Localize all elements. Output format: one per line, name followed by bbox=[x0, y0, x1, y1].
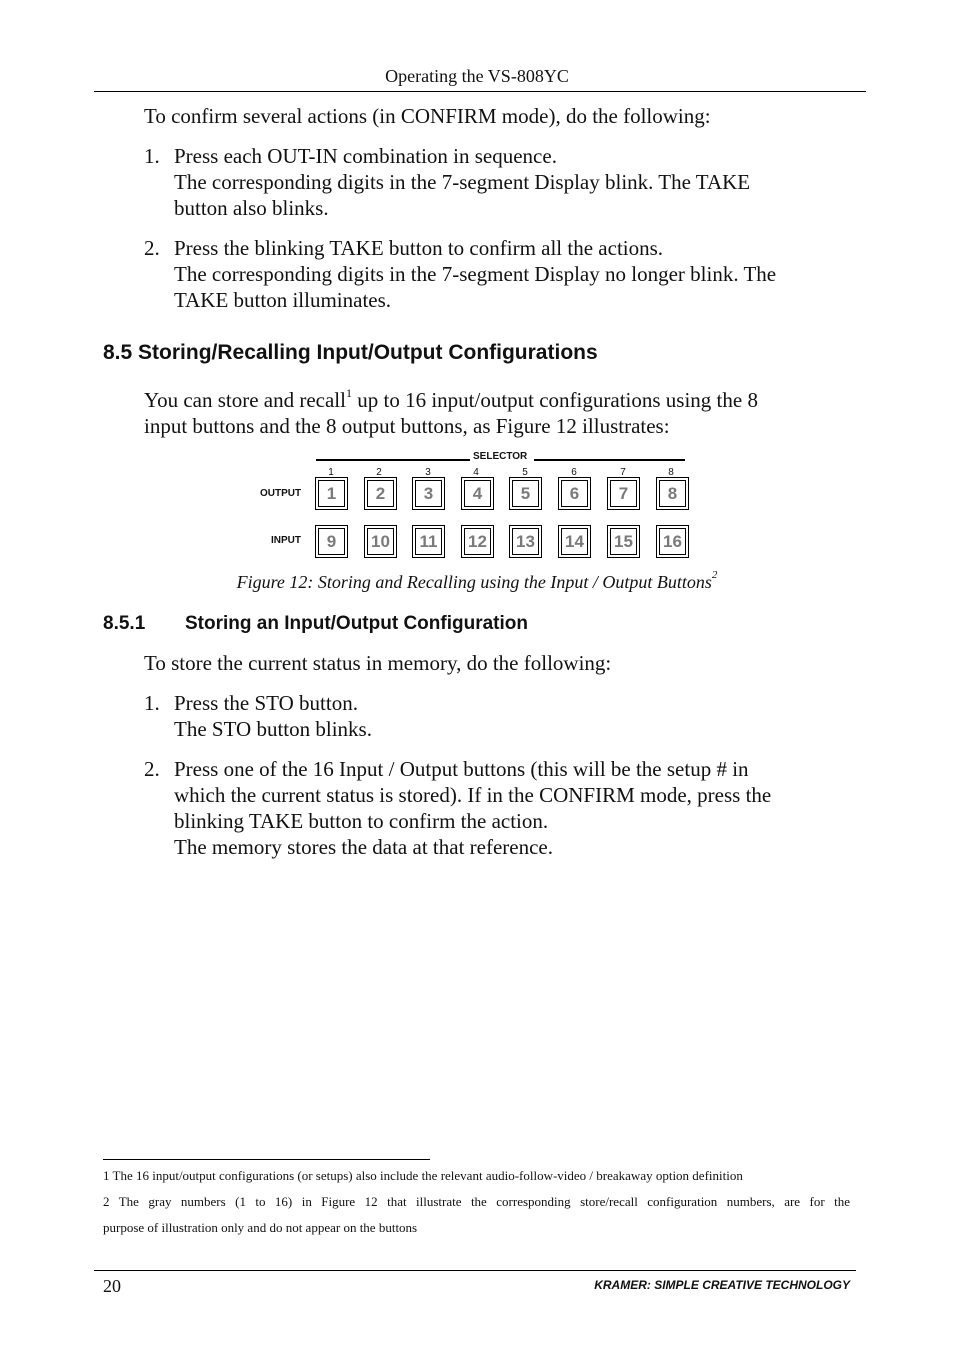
store-step-2-number: 2. bbox=[144, 757, 160, 781]
selector-label: SELECTOR bbox=[473, 451, 528, 462]
column-number: 6 bbox=[571, 467, 577, 478]
confirm-intro: To confirm several actions (in CONFIRM mode), do the following: bbox=[144, 104, 711, 128]
output-button-3[interactable]: 3 bbox=[415, 480, 442, 507]
footnote-ref-1: 1 bbox=[345, 386, 352, 400]
page-number: 20 bbox=[103, 1276, 121, 1296]
input-button-3[interactable]: 11 bbox=[415, 528, 442, 555]
column-number: 1 bbox=[328, 467, 334, 478]
store-step-2-line: The memory stores the data at that reference. bbox=[174, 835, 553, 859]
output-button-7[interactable]: 7 bbox=[610, 480, 637, 507]
confirm-step-1-line: button also blinks. bbox=[174, 196, 329, 220]
selector-line-left bbox=[316, 459, 470, 461]
input-button-7[interactable]: 15 bbox=[610, 528, 637, 555]
column-number: 4 bbox=[473, 467, 479, 478]
store-step-2 bbox=[174, 756, 864, 860]
section-paragraph-line-2: input buttons and the 8 output buttons, as Figure 12 illustrates: bbox=[144, 414, 670, 438]
footnote-2-line-1: 2 The gray numbers (1 to 16) in Figure 12 that illustrate the corresponding store/recall configuration numbers, are for the bbox=[103, 1194, 850, 1209]
column-number: 3 bbox=[425, 467, 431, 478]
figure-caption bbox=[0, 569, 954, 593]
confirm-step-1-line: Press each OUT-IN combination in sequence. bbox=[174, 144, 557, 168]
output-row-label: OUTPUT bbox=[260, 488, 302, 499]
output-button-2[interactable]: 2 bbox=[367, 480, 394, 507]
footnote-2 bbox=[103, 1189, 850, 1241]
confirm-step-1 bbox=[174, 143, 864, 221]
column-number: 8 bbox=[668, 467, 674, 478]
selector-line-right bbox=[534, 459, 685, 461]
input-button-1[interactable]: 9 bbox=[318, 528, 345, 555]
input-button-5[interactable]: 13 bbox=[512, 528, 539, 555]
confirm-step-2-line: Press the blinking TAKE button to confirm all the actions. bbox=[174, 236, 664, 260]
output-button-8[interactable]: 8 bbox=[659, 480, 686, 507]
confirm-step-2-number: 2. bbox=[144, 236, 160, 260]
header-rule bbox=[94, 91, 866, 92]
store-intro: To store the current status in memory, do the following: bbox=[144, 651, 612, 675]
store-step-1-number: 1. bbox=[144, 691, 160, 715]
input-row-label: INPUT bbox=[271, 535, 301, 546]
paragraph-text: up to 16 input/output configurations using the 8 bbox=[351, 388, 758, 412]
confirm-step-2 bbox=[174, 235, 864, 313]
input-button-4[interactable]: 12 bbox=[464, 528, 491, 555]
confirm-step-1-number: 1. bbox=[144, 144, 160, 168]
subsection-number: 8.5.1 bbox=[103, 613, 146, 634]
confirm-step-2-line: The corresponding digits in the 7-segment Display no longer blink. The bbox=[174, 262, 777, 286]
store-step-1-line: The STO button blinks. bbox=[174, 717, 372, 741]
store-step-1-line: Press the STO button. bbox=[174, 691, 358, 715]
output-button-4[interactable]: 4 bbox=[464, 480, 491, 507]
column-number: 7 bbox=[620, 467, 626, 478]
footer-rule bbox=[94, 1270, 856, 1271]
footnote-ref-2: 2 bbox=[711, 569, 718, 581]
footnote-rule bbox=[103, 1159, 430, 1160]
output-button-6[interactable]: 6 bbox=[561, 480, 588, 507]
section-paragraph-line-1 bbox=[144, 387, 864, 413]
store-step-2-line: Press one of the 16 Input / Output buttons (this will be the setup # in bbox=[174, 757, 749, 781]
output-button-1[interactable]: 1 bbox=[318, 480, 345, 507]
footer-brand: KRAMER: SIMPLE CREATIVE TECHNOLOGY bbox=[594, 1278, 850, 1292]
input-button-8[interactable]: 16 bbox=[659, 528, 686, 555]
selector-figure bbox=[250, 448, 700, 564]
confirm-step-2-line: TAKE button illuminates. bbox=[174, 288, 392, 312]
footnote-2-line-2: purpose of illustration only and do not appear on the buttons bbox=[103, 1220, 418, 1235]
input-button-6[interactable]: 14 bbox=[561, 528, 588, 555]
input-button-2[interactable]: 10 bbox=[367, 528, 394, 555]
column-number: 2 bbox=[376, 467, 382, 478]
subsection-title: Storing an Input/Output Configuration bbox=[185, 613, 528, 634]
section-paragraph bbox=[144, 387, 864, 439]
store-step-2-line: blinking TAKE button to confirm the action. bbox=[174, 809, 549, 833]
store-step-1 bbox=[174, 690, 864, 742]
running-header: Operating the VS-808YC bbox=[385, 66, 569, 86]
footnote-1: 1 The 16 input/output configurations (or setups) also include the relevant audio-follow-video / breakaway option definition bbox=[103, 1168, 743, 1183]
section-heading: 8.5 Storing/Recalling Input/Output Configurations bbox=[103, 341, 598, 364]
column-number: 5 bbox=[522, 467, 528, 478]
figure-caption-text: Figure 12: Storing and Recalling using the Input / Output Buttons bbox=[236, 572, 712, 592]
confirm-step-1-line: The corresponding digits in the 7-segment Display blink. The TAKE bbox=[174, 170, 751, 194]
paragraph-text: You can store and recall bbox=[144, 388, 346, 412]
store-step-2-line: which the current status is stored). If in the CONFIRM mode, press the bbox=[174, 783, 772, 807]
output-button-5[interactable]: 5 bbox=[512, 480, 539, 507]
